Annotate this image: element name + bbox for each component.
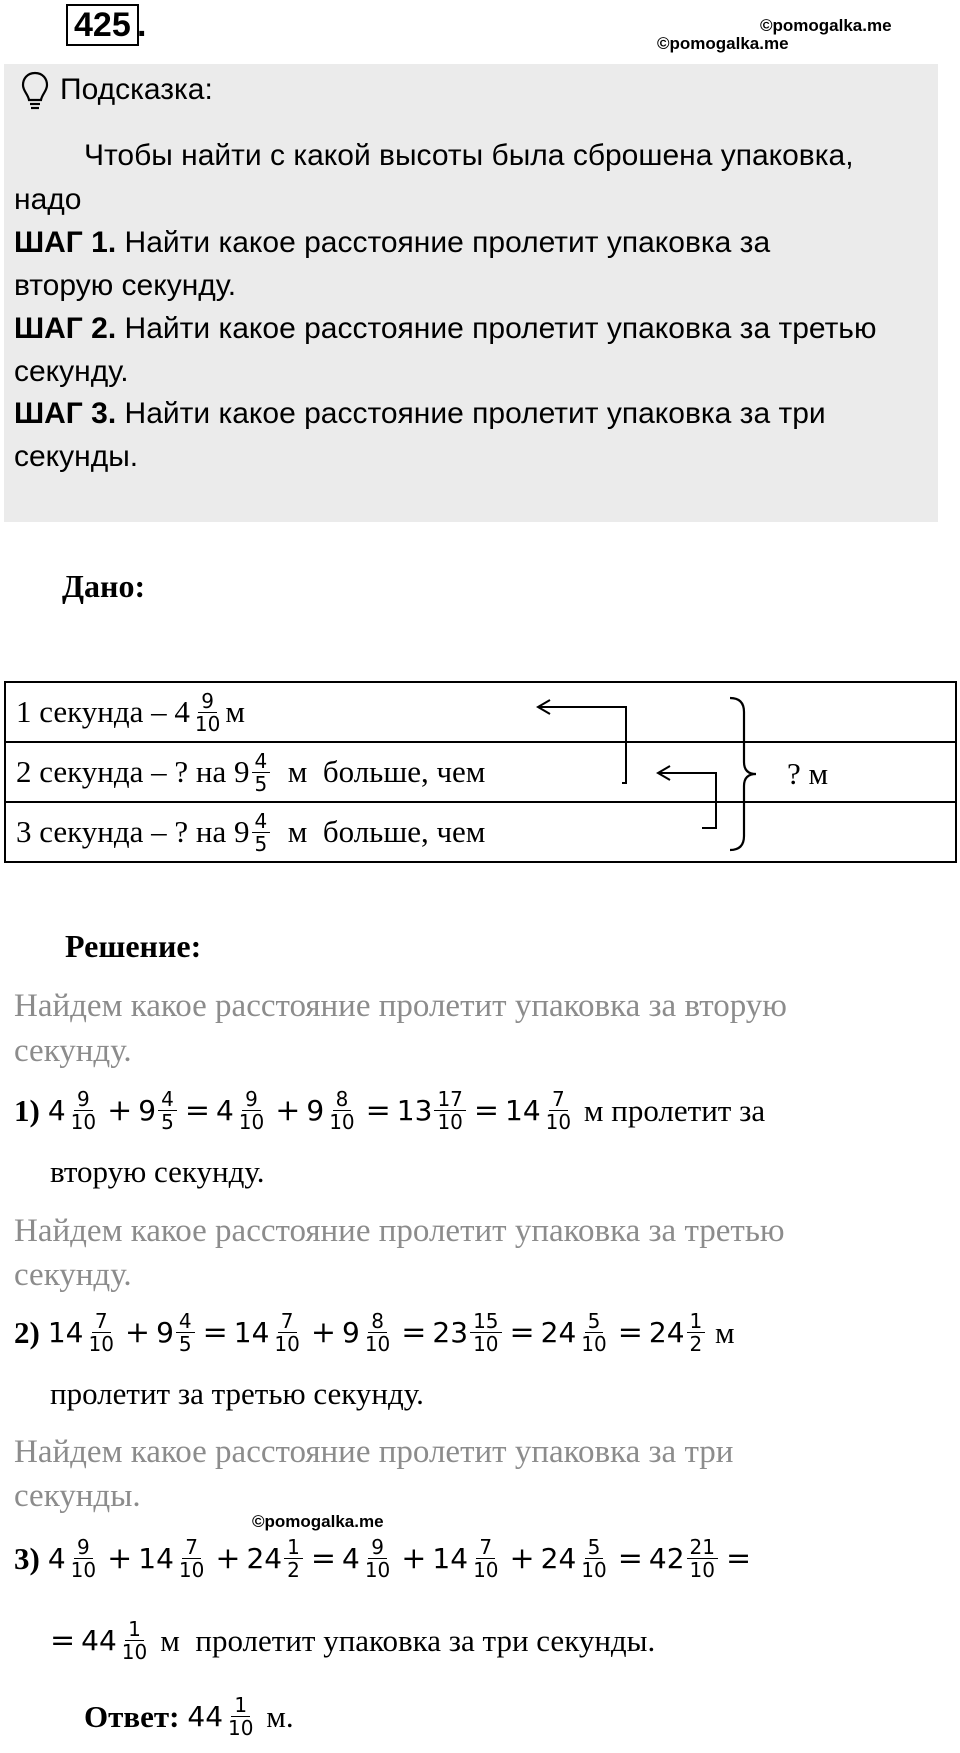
step3-equation: 3) 4 $\frac{9}{10}$ + 14 $\frac{7}{10}$ + 24 $\frac{1}{2}$ = 4 $\frac{9}{10}$ + 14 $\frac{7}{10}$ + 24 $\frac{5}{10}$ = 42 $\frac{21}{10}$ = bbox=[14, 1535, 752, 1582]
step2-comment-line1: Найдем какое расстояние пролетит упаковка за третью bbox=[14, 1213, 785, 1249]
given-row-1: 1 секунда – 4 $\frac{9}{10}$ м bbox=[5, 682, 956, 742]
solution-title: Решение: bbox=[65, 928, 202, 964]
step2-equation: 2) 14 $\frac{7}{10}$ + 9 $\frac{4}{5}$ = 14 $\frac{7}{10}$ + 9 $\frac{8}{10}$ = 23 $\frac{15}{10}$ = 24 $\frac{5}{10}$ = 24 $\frac{1}{2}$ м bbox=[14, 1309, 735, 1356]
hint-title: Подсказка: bbox=[60, 73, 213, 106]
exercise-number-box bbox=[66, 4, 139, 46]
hint-step-2: ШАГ 2. Найти какое расстояние пролетит упаковка за третью bbox=[14, 312, 877, 345]
given-title: Дано: bbox=[62, 568, 146, 604]
lightbulb-icon bbox=[20, 70, 50, 117]
hint-step-3-cont: секунды. bbox=[14, 440, 139, 473]
step1-line2: вторую секунду. bbox=[50, 1154, 265, 1189]
exercise-number-dot: . bbox=[137, 6, 147, 44]
answer-line: Ответ: 44 $\frac{1}{10}$ м. bbox=[84, 1693, 294, 1740]
exercise-number: 425 bbox=[74, 6, 131, 44]
watermark-3: ©pomogalka.me bbox=[252, 1512, 384, 1531]
hint-step-2-cont: секунду. bbox=[14, 355, 129, 388]
given-result: ? м bbox=[787, 756, 829, 791]
hint-step-3: ШАГ 3. Найти какое расстояние пролетит упаковка за три bbox=[14, 397, 826, 430]
hint-step-1-cont: вторую секунду. bbox=[14, 269, 237, 302]
step2-comment-line2: секунду. bbox=[14, 1257, 132, 1293]
watermark-2: ©pomogalka.me bbox=[657, 34, 789, 53]
hint-step-1: ШАГ 1. Найти какое расстояние пролетит упаковка за bbox=[14, 226, 771, 259]
given-arrows-diagram bbox=[520, 690, 780, 860]
step1-comment-line2: секунду. bbox=[14, 1033, 132, 1069]
step2-line2: пролетит за третью секунду. bbox=[50, 1376, 424, 1411]
watermark-1: ©pomogalka.me bbox=[760, 16, 892, 35]
hint-intro-line1: Чтобы найти с какой высоты была сброшена упаковка, bbox=[84, 139, 854, 172]
hint-intro-line2: надо bbox=[14, 183, 82, 216]
step3-comment-line1: Найдем какое расстояние пролетит упаковка за три bbox=[14, 1434, 734, 1470]
given-row-3: 3 секунда – ? на 9 $\frac{4}{5}$ м больше, чем bbox=[5, 802, 956, 862]
step1-equation: 1) 4 $\frac{9}{10}$ + 9 $\frac{4}{5}$ = 4 $\frac{9}{10}$ + 9 $\frac{8}{10}$ = 13 $\frac{17}{10}$ = 14 $\frac{7}{10}$ м пролетит за bbox=[14, 1087, 766, 1134]
step3-comment-line2: секунды. bbox=[14, 1478, 141, 1514]
given-row-2: 2 секунда – ? на 9 $\frac{4}{5}$ м больше, чем bbox=[5, 742, 956, 802]
step3-equation-cont: = 44 $\frac{1}{10}$ м пролетит упаковка за три секунды. bbox=[50, 1617, 656, 1664]
step1-comment-line1: Найдем какое расстояние пролетит упаковка за вторую bbox=[14, 988, 787, 1024]
